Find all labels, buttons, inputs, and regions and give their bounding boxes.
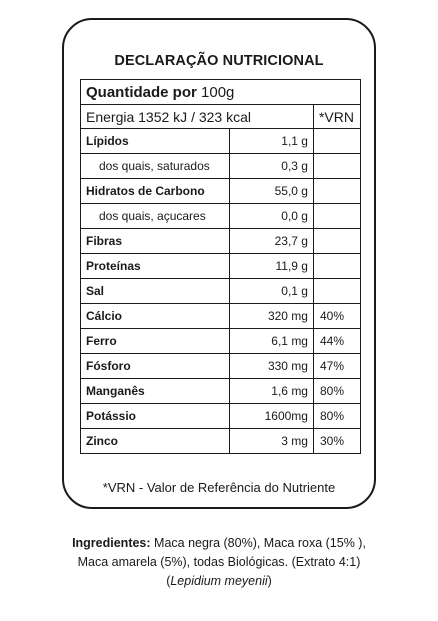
nutrient-name: Sal bbox=[81, 279, 230, 304]
nutrient-name: dos quais, açucares bbox=[81, 204, 230, 229]
nutrient-row bbox=[81, 229, 361, 254]
nutrient-row bbox=[81, 379, 361, 404]
ingredients-line-2: Maca amarela (5%), todas Biológicas. (Extrato 4:1) bbox=[77, 555, 361, 569]
nutrient-row bbox=[81, 354, 361, 379]
nutrient-value: 1,1 g bbox=[230, 129, 314, 154]
nutrient-value: 23,7 g bbox=[230, 229, 314, 254]
vrn-header: *VRN bbox=[313, 105, 360, 129]
nutrient-value: 3 mg bbox=[230, 429, 314, 454]
nutrient-row bbox=[81, 279, 361, 304]
ingredients-label: Ingredientes: bbox=[72, 536, 151, 550]
nutrient-row bbox=[81, 204, 361, 229]
nutrient-vrn bbox=[313, 129, 360, 154]
quantity-value: 100g bbox=[201, 83, 235, 101]
nutrient-vrn bbox=[313, 204, 360, 229]
nutrient-value: 0,3 g bbox=[230, 154, 314, 179]
nutrient-vrn: 44% bbox=[313, 329, 360, 354]
nutrient-row bbox=[81, 129, 361, 154]
nutrient-vrn bbox=[313, 154, 360, 179]
nutrient-name: Hidratos de Carbono bbox=[81, 179, 230, 204]
nutrient-name: Fósforo bbox=[81, 354, 230, 379]
nutrient-vrn bbox=[313, 229, 360, 254]
nutrient-name: Ferro bbox=[81, 329, 230, 354]
ingredients-text-1: Maca negra (80%), Maca roxa (15% ), bbox=[150, 536, 366, 550]
nutrient-vrn: 80% bbox=[313, 379, 360, 404]
energy-row bbox=[81, 105, 361, 129]
nutrient-name: Lípidos bbox=[81, 129, 230, 154]
close-paren: ) bbox=[267, 574, 272, 588]
nutrient-name: Zinco bbox=[81, 429, 230, 454]
nutrient-row bbox=[81, 304, 361, 329]
nutrient-value: 1,6 mg bbox=[230, 379, 314, 404]
quantity-label: Quantidade por bbox=[86, 83, 197, 101]
nutrient-vrn: 80% bbox=[313, 404, 360, 429]
latin-name: Lepidium meyenii bbox=[170, 574, 268, 588]
nutrient-row bbox=[81, 404, 361, 429]
nutrient-value: 320 mg bbox=[230, 304, 314, 329]
nutrient-value: 11,9 g bbox=[230, 254, 314, 279]
nutrient-row bbox=[81, 154, 361, 179]
energy-cell: Energia 1352 kJ / 323 kcal bbox=[81, 105, 314, 129]
nutrient-name: Potássio bbox=[81, 404, 230, 429]
nutrient-row bbox=[81, 429, 361, 454]
quantity-cell bbox=[81, 80, 361, 105]
nutrition-table bbox=[80, 79, 361, 454]
nutrient-name: Manganês bbox=[81, 379, 230, 404]
nutrient-name: Cálcio bbox=[81, 304, 230, 329]
nutrient-vrn: 47% bbox=[313, 354, 360, 379]
nutrient-vrn bbox=[313, 254, 360, 279]
nutrient-value: 330 mg bbox=[230, 354, 314, 379]
quantity-row bbox=[81, 80, 361, 105]
label-title: DECLARAÇÃO NUTRICIONAL bbox=[114, 53, 324, 69]
nutrient-name: dos quais, saturados bbox=[81, 154, 230, 179]
nutrient-value: 0,0 g bbox=[230, 204, 314, 229]
nutrient-value: 55,0 g bbox=[230, 179, 314, 204]
nutrition-label bbox=[62, 18, 376, 509]
nutrient-value: 0,1 g bbox=[230, 279, 314, 304]
ingredients-line-1 bbox=[0, 534, 438, 553]
nutrient-vrn: 30% bbox=[313, 429, 360, 454]
nutrient-row bbox=[81, 179, 361, 204]
nutrient-vrn bbox=[313, 179, 360, 204]
nutrient-name: Fibras bbox=[81, 229, 230, 254]
ingredients-line-3 bbox=[0, 572, 438, 591]
nutrient-value: 6,1 mg bbox=[230, 329, 314, 354]
nutrient-row bbox=[81, 329, 361, 354]
nutrient-vrn: 40% bbox=[313, 304, 360, 329]
nutrient-row bbox=[81, 254, 361, 279]
nutrient-value: 1600mg bbox=[230, 404, 314, 429]
ingredients-block bbox=[0, 534, 438, 591]
footnote: *VRN - Valor de Referência do Nutriente bbox=[102, 480, 336, 495]
nutrient-name: Proteínas bbox=[81, 254, 230, 279]
nutrient-vrn bbox=[313, 279, 360, 304]
open-paren: ( bbox=[166, 574, 171, 588]
